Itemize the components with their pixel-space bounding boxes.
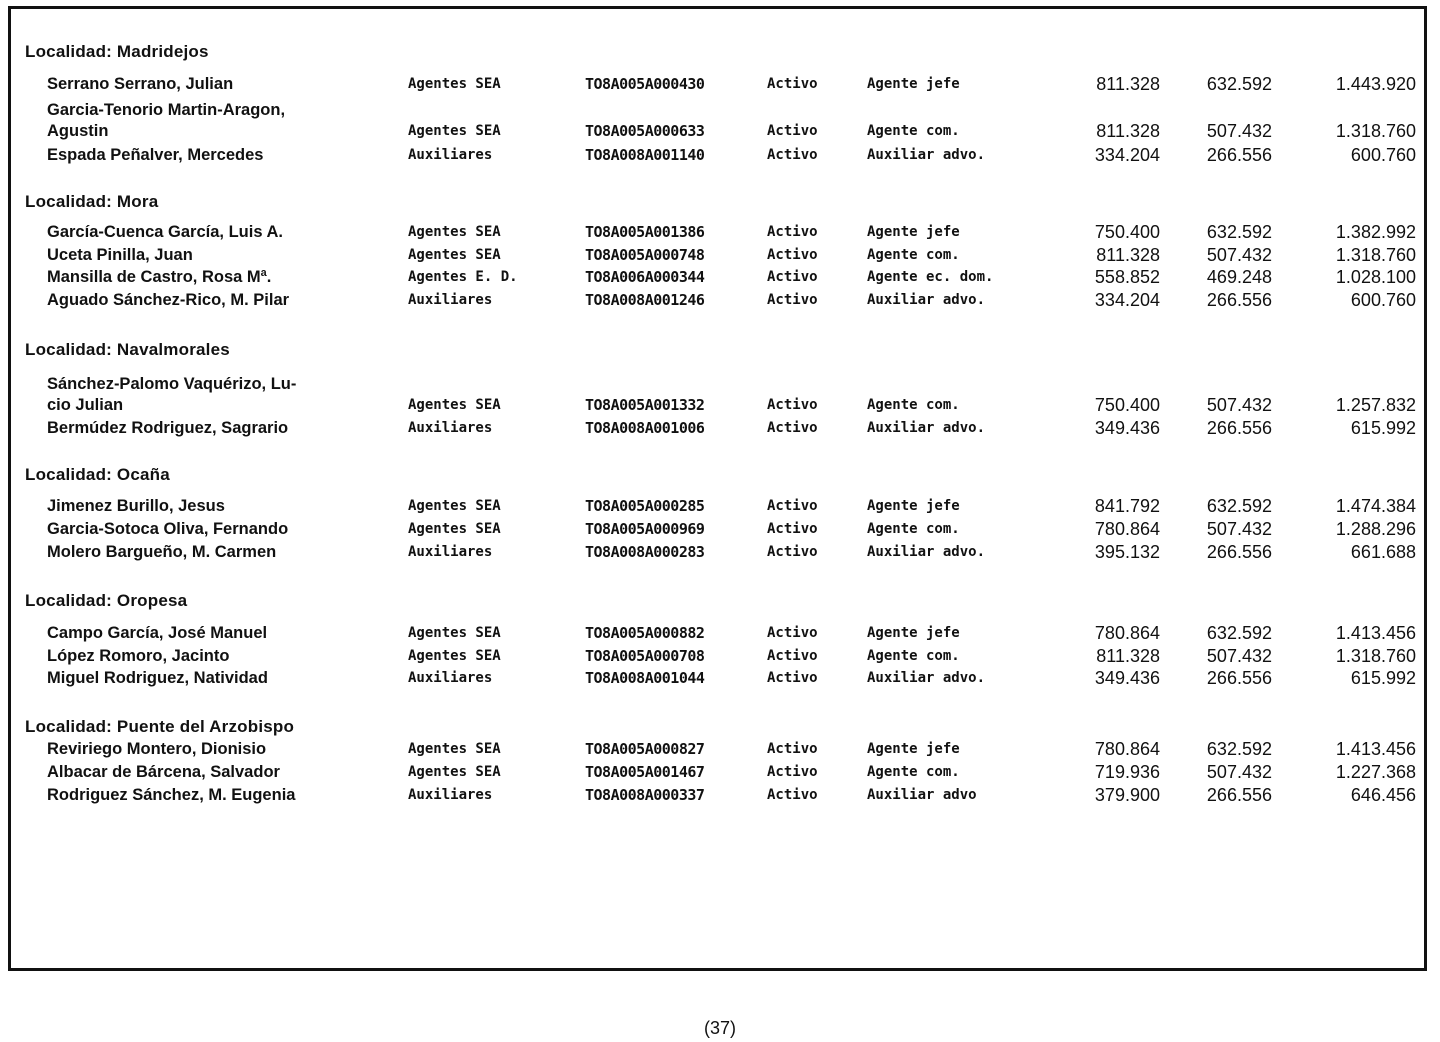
employee-name: Garcia-Sotoca Oliva, Fernando xyxy=(47,520,289,538)
table-row xyxy=(0,762,1440,786)
table-row xyxy=(0,785,1440,809)
section-heading: Localidad: Oropesa xyxy=(25,591,188,610)
amount-b: 632.592 xyxy=(1206,739,1272,759)
employee-group: Auxiliares xyxy=(408,147,493,163)
employee-group: Agentes E. D. xyxy=(408,269,518,285)
employee-code: TO8A008A001006 xyxy=(585,419,705,437)
employee-category: Agente jefe xyxy=(867,76,960,92)
section-heading: Localidad: Mora xyxy=(25,192,159,211)
amount-a: 750.400 xyxy=(1094,222,1160,242)
amount-b: 632.592 xyxy=(1206,623,1272,643)
amount-b: 266.556 xyxy=(1206,290,1272,310)
employee-category: Agente com. xyxy=(867,247,960,263)
section-heading: Localidad: Madridejos xyxy=(25,42,209,61)
amount-b: 469.248 xyxy=(1206,267,1272,287)
employee-status: Activo xyxy=(767,224,818,240)
amount-total: 1.443.920 xyxy=(1335,74,1416,94)
employee-category: Agente com. xyxy=(867,521,960,537)
employee-name-continued: Agustin xyxy=(47,122,109,140)
employee-status: Activo xyxy=(767,76,818,92)
employee-name: Sánchez-Palomo Vaquérizo, Lu- xyxy=(47,375,297,393)
amount-total: 615.992 xyxy=(1350,668,1416,688)
employee-category: Agente jefe xyxy=(867,625,960,641)
employee-name: Jimenez Burillo, Jesus xyxy=(47,497,225,515)
employee-name: Campo García, José Manuel xyxy=(47,624,268,642)
employee-name: García-Cuenca García, Luis A. xyxy=(47,223,283,241)
amount-a: 349.436 xyxy=(1094,668,1160,688)
employee-group: Agentes SEA xyxy=(408,123,501,139)
employee-category: Auxiliar advo. xyxy=(867,544,986,560)
employee-status: Activo xyxy=(767,544,818,560)
employee-category: Auxiliar advo. xyxy=(867,147,986,163)
employee-code: TO8A005A000969 xyxy=(585,520,705,538)
amount-a: 558.852 xyxy=(1094,267,1160,287)
employee-name: Mansilla de Castro, Rosa Mª. xyxy=(47,268,272,286)
employee-category: Agente com. xyxy=(867,764,960,780)
amount-b: 266.556 xyxy=(1206,668,1272,688)
amount-total: 1.413.456 xyxy=(1335,623,1416,643)
employee-group: Agentes SEA xyxy=(408,741,501,757)
table-row xyxy=(0,739,1440,763)
amount-b: 632.592 xyxy=(1206,496,1272,516)
employee-status: Activo xyxy=(767,123,818,139)
employee-status: Activo xyxy=(767,521,818,537)
employee-group: Agentes SEA xyxy=(408,764,501,780)
employee-status: Activo xyxy=(767,625,818,641)
employee-code: TO8A006A000344 xyxy=(585,268,705,286)
employee-name: Uceta Pinilla, Juan xyxy=(47,246,193,264)
employee-name: Bermúdez Rodriguez, Sagrario xyxy=(47,419,289,437)
amount-a: 811.328 xyxy=(1096,245,1160,265)
amount-b: 507.432 xyxy=(1206,646,1272,666)
employee-status: Activo xyxy=(767,764,818,780)
table-row xyxy=(0,222,1440,246)
page-number: (37) xyxy=(703,1018,736,1038)
amount-total: 1.382.992 xyxy=(1335,222,1416,242)
amount-total: 661.688 xyxy=(1350,542,1416,562)
employee-code: TO8A005A001467 xyxy=(585,763,705,781)
employee-status: Activo xyxy=(767,741,818,757)
amount-b: 507.432 xyxy=(1206,395,1272,415)
amount-a: 395.132 xyxy=(1094,542,1160,562)
employee-category: Agente jefe xyxy=(867,498,960,514)
amount-total: 600.760 xyxy=(1350,290,1416,310)
employee-category: Agente jefe xyxy=(867,224,960,240)
amount-a: 334.204 xyxy=(1094,290,1160,310)
table-row xyxy=(0,496,1440,520)
employee-name: Albacar de Bárcena, Salvador xyxy=(47,763,280,781)
table-row xyxy=(0,267,1440,291)
amount-a: 334.204 xyxy=(1094,145,1160,165)
employee-code: TO8A008A001044 xyxy=(585,669,705,687)
employee-name: Garcia-Tenorio Martin-Aragon, xyxy=(47,101,286,119)
table-row xyxy=(0,374,1440,418)
employee-code: TO8A008A000283 xyxy=(585,543,705,561)
section-heading: Localidad: Puente del Arzobispo xyxy=(25,717,295,736)
amount-total: 1.318.760 xyxy=(1335,646,1416,666)
employee-category: Auxiliar advo. xyxy=(867,670,986,686)
employee-category: Agente com. xyxy=(867,397,960,413)
employee-name: Serrano Serrano, Julian xyxy=(47,75,234,93)
employee-status: Activo xyxy=(767,397,818,413)
employee-category: Agente com. xyxy=(867,648,960,664)
employee-code: TO8A005A000827 xyxy=(585,740,705,758)
amount-a: 750.400 xyxy=(1094,395,1160,415)
table-row xyxy=(0,145,1440,169)
employee-status: Activo xyxy=(767,648,818,664)
amount-b: 632.592 xyxy=(1206,74,1272,94)
employee-group: Auxiliares xyxy=(408,292,493,308)
section-heading: Localidad: Navalmorales xyxy=(25,340,230,359)
employee-status: Activo xyxy=(767,147,818,163)
table-row xyxy=(0,623,1440,647)
amount-a: 841.792 xyxy=(1094,496,1160,516)
employee-name: Espada Peñalver, Mercedes xyxy=(47,146,264,164)
amount-a: 811.328 xyxy=(1096,74,1160,94)
employee-code: TO8A008A000337 xyxy=(585,786,705,804)
employee-code: TO8A005A001386 xyxy=(585,223,705,241)
employee-group: Auxiliares xyxy=(408,787,493,803)
employee-category: Auxiliar advo. xyxy=(867,292,986,308)
employee-category: Agente jefe xyxy=(867,741,960,757)
amount-total: 1.474.384 xyxy=(1335,496,1416,516)
table-row xyxy=(0,245,1440,269)
amount-total: 1.318.760 xyxy=(1335,121,1416,141)
employee-group: Agentes SEA xyxy=(408,397,501,413)
employee-code: TO8A005A001332 xyxy=(585,396,705,414)
employee-status: Activo xyxy=(767,670,818,686)
table-row xyxy=(0,542,1440,566)
employee-status: Activo xyxy=(767,498,818,514)
employee-group: Agentes SEA xyxy=(408,76,501,92)
amount-total: 1.257.832 xyxy=(1335,395,1416,415)
employee-name-continued: cio Julian xyxy=(47,396,124,414)
table-row xyxy=(0,668,1440,692)
employee-status: Activo xyxy=(767,292,818,308)
employee-group: Agentes SEA xyxy=(408,648,501,664)
employee-group: Agentes SEA xyxy=(408,224,501,240)
table-row xyxy=(0,418,1440,442)
amount-total: 1.318.760 xyxy=(1335,245,1416,265)
employee-group: Agentes SEA xyxy=(408,521,501,537)
employee-group: Agentes SEA xyxy=(408,498,501,514)
employee-category: Agente com. xyxy=(867,123,960,139)
amount-a: 780.864 xyxy=(1094,739,1160,759)
amount-total: 646.456 xyxy=(1350,785,1416,805)
amount-a: 349.436 xyxy=(1094,418,1160,438)
employee-status: Activo xyxy=(767,420,818,436)
table-row xyxy=(0,290,1440,314)
table-row xyxy=(0,100,1440,144)
amount-b: 632.592 xyxy=(1206,222,1272,242)
employee-code: TO8A005A000430 xyxy=(585,75,705,93)
amount-total: 615.992 xyxy=(1350,418,1416,438)
amount-total: 1.413.456 xyxy=(1335,739,1416,759)
amount-b: 507.432 xyxy=(1206,762,1272,782)
amount-a: 379.900 xyxy=(1094,785,1160,805)
employee-category: Agente ec. dom. xyxy=(867,269,994,285)
employee-name: Reviriego Montero, Dionisio xyxy=(47,740,267,758)
employee-group: Agentes SEA xyxy=(408,625,501,641)
employee-code: TO8A005A000748 xyxy=(585,246,705,264)
amount-b: 266.556 xyxy=(1206,418,1272,438)
employee-name: Aguado Sánchez-Rico, M. Pilar xyxy=(47,291,290,309)
employee-status: Activo xyxy=(767,247,818,263)
amount-total: 1.227.368 xyxy=(1335,762,1416,782)
employee-name: López Romoro, Jacinto xyxy=(47,647,230,665)
table-row xyxy=(0,519,1440,543)
employee-status: Activo xyxy=(767,787,818,803)
amount-b: 266.556 xyxy=(1206,145,1272,165)
employee-group: Agentes SEA xyxy=(408,247,501,263)
amount-b: 266.556 xyxy=(1206,785,1272,805)
amount-b: 266.556 xyxy=(1206,542,1272,562)
employee-group: Auxiliares xyxy=(408,670,493,686)
employee-category: Auxiliar advo xyxy=(867,787,977,803)
employee-code: TO8A008A001140 xyxy=(585,146,705,164)
amount-a: 719.936 xyxy=(1094,762,1160,782)
employee-name: Rodriguez Sánchez, M. Eugenia xyxy=(47,786,296,804)
employee-category: Auxiliar advo. xyxy=(867,420,986,436)
amount-total: 1.028.100 xyxy=(1335,267,1416,287)
employee-status: Activo xyxy=(767,269,818,285)
table-row xyxy=(0,646,1440,670)
section-heading: Localidad: Ocaña xyxy=(25,465,170,484)
employee-group: Auxiliares xyxy=(408,420,493,436)
employee-code: TO8A005A000633 xyxy=(585,122,705,140)
table-row xyxy=(0,74,1440,98)
employee-code: TO8A005A000882 xyxy=(585,624,705,642)
employee-name: Molero Bargueño, M. Carmen xyxy=(47,543,277,561)
amount-a: 780.864 xyxy=(1094,519,1160,539)
employee-name: Miguel Rodriguez, Natividad xyxy=(47,669,268,687)
amount-a: 811.328 xyxy=(1096,646,1160,666)
amount-total: 1.288.296 xyxy=(1335,519,1416,539)
employee-code: TO8A008A001246 xyxy=(585,291,705,309)
amount-total: 600.760 xyxy=(1350,145,1416,165)
employee-code: TO8A005A000708 xyxy=(585,647,705,665)
amount-b: 507.432 xyxy=(1206,121,1272,141)
amount-a: 811.328 xyxy=(1096,121,1160,141)
amount-b: 507.432 xyxy=(1206,519,1272,539)
employee-code: TO8A005A000285 xyxy=(585,497,705,515)
amount-b: 507.432 xyxy=(1206,245,1272,265)
employee-group: Auxiliares xyxy=(408,544,493,560)
amount-a: 780.864 xyxy=(1094,623,1160,643)
